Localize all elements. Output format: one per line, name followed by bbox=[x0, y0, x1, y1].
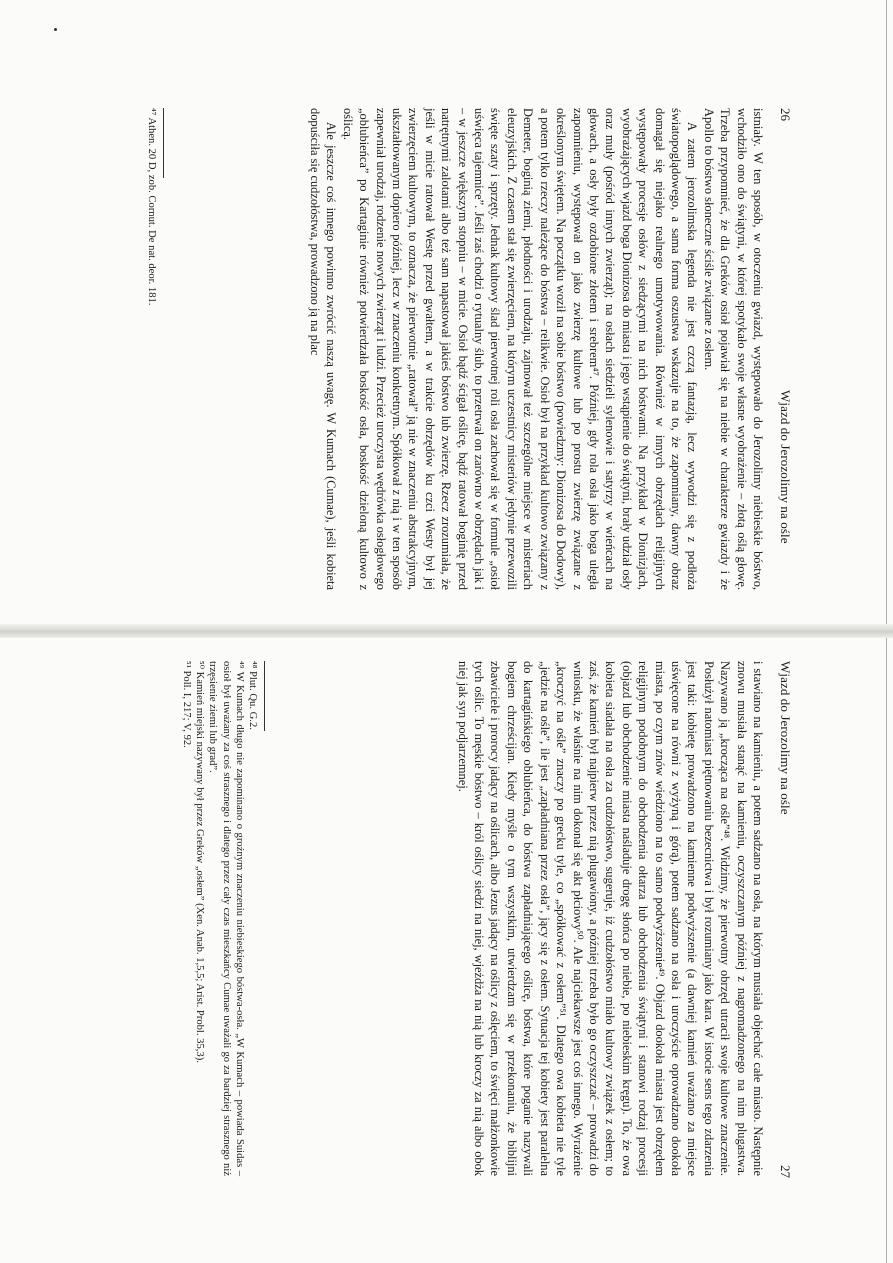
footnote: ⁴⁹ W Kumach długo nie zapominano o groźnym znaczeniu niebieskiego bóstwa-osła. „W Kumach – powiada Suidas – osioł był uważany za coś strasznego i dlatego przez cały czas mieszkańcy Cumae uważali go za bardziej strasznego niż trzęsienie ziemi lub grad”. bbox=[207, 661, 245, 1176]
footnotes bbox=[180, 661, 259, 1176]
page-27 bbox=[0, 635, 893, 1263]
footnote: ⁵¹ Poll. I, 217; V, 92. bbox=[180, 661, 192, 748]
page-26 bbox=[0, 0, 893, 630]
paragraph: istniały. W ten sposób, w otoczeniu gwiazd, występowało do Jerozolimy niebieskie bóstwo, wchodziło ono do świątyni, w której spotykało swoje własne wyobrażenie – złotą oślą głowę. Trzeba przypomnieć, że dla Greków osioł pojawiał się na niebie w charakterze gwiazdy i że Apollo to bóstwo słoneczne ściśle związane z osłem. bbox=[701, 108, 765, 590]
body-text bbox=[307, 108, 766, 590]
footnote: ⁴⁸ Plut. Qu. G.2. bbox=[247, 661, 258, 730]
paragraph: A zatem jerozolimska legenda nie jest czczą fantazją, lecz wywodzi się z podłoża światopoglądowego, a sama forma oszustwa wskazuje na to, że zapomniany, dawny obraz domagał się niejako realnego umotywowania. Również w innych obrzędach religijnych występowały procesje osłów z siedzącymi na nich bóstwami. Na przykład w Dionizjach, wyobrażających wjazd boga Dionizosa do miasta i jego wstąpienie do świątyni, brały udział osły oraz muły (pośród innych zwierząt); na osłach siedzieli sylenowie i satyrzy w wieńcach na głowach, a osły były ozdobione złotem i srebrem⁴⁷. Później, gdy rola osła jako boga uległa zapomnieniu, występował on jako zwierzę kultowe lub po prostu zwierzę związane z określonym świętem. Na początku woził na sobie bóstwo (powiedzmy: Dionizosa do Dodowy), a potem tylko rzeczy należące do bóstwa – relikwie. Osioł był na przykład kultowo związany z Demeter, boginią ziemi, płodności i urodzaju, zajmował też szczególne miejsce w misteriach eleuzyjskich. Z czasem stał się zwierzęciem, na którym uczestnicy misteriów jedynie przewozili święte szaty i sprzęty. Jednak kultowy ślad pierwotnej roli osła zachował się w formule „osioł uświęca tajemnice”. Jeśli zaś chodzi o rytualny ślub, to przetrwał on zarówno w obrzędach jak i – w jeszcze większym stopniu – w micie. Osioł bądź ścigał oślicę, bądź ratował boginię przed natrętnymi zalotami albo też sam napastował jakieś bóstwo lub zwierzę. Rzecz zrozumiała, że jeśli w micie ratował Westę przed gwałtem, a w trakcie obrzędów ku czci Westy był jej zwierzęciem kultowym, to oznacza, że pierwotnie „ratował” ją nie w znaczeniu abstrakcyjnym, ukształtowanym dopiero później, lecz w znaczeniu konkretnym. Spółkował z nią i w ten sposób zapewniał urodzaj, rodzenie nowych zwierząt i ludzi. Przecież uroczysta wędrówka osłogłowego „oblubieńca” po Kartaginie również potwierdzała boskość osła, boskość dzieloną kultowo z oślicą. bbox=[340, 108, 700, 590]
footnote: ⁴⁷ Athen. 20 D, zob. Cornut. De nat. deor. 181. bbox=[146, 108, 157, 306]
footnote: ⁵⁰ Kamień miejski nazywany był przez Greków „osłem” (Xen. Anab. 1,5,5; Arist. Probl. 35,3). bbox=[194, 661, 206, 1063]
body-text bbox=[454, 661, 766, 1176]
running-head: Wjazd do Jerozolimy na ośle bbox=[778, 661, 793, 815]
paragraph: i stawiano na kamieniu, a potem sadzano na osła, na którym musiała objechać całe miasto. Następnie znowu musiała stanąć na kamieniu, oczyszczanym później z nagromadzonego na nim plugastwa. Nazywano ją „krocząca na ośle”⁴⁸. Widzimy, że pierwotny obrzęd utracił swoje kultowe znaczenie. Posłużył natomiast piętnowaniu bezecnictwa i był rozumiany jako kara. W istocie sens tego zdarzenia jest taki: kobietę prowadzono na kamienne podwyższenie (a dawniej kamień uważano za miejsce uświęcone na równi z wyżyną i górą), potem sadzano na osła i uroczyście oprowadzano dookoła miasta, po czym znów wiedziono na to samo podwyższenie⁴⁹. Objazd dookoła miasta jest obrzędem religijnym podobnym do obchodzenia ołtarza lub obchodzenia świątyni i stanowi rodzaj procesji (objazd lub obchodzenie miasta naśladuje drogę słońca po niebie, po niebieskim kręgu). To, że owa kobieta siadała na osła za cudzołóstwo, sugeruje, iż cudzołóstwo miało kultowy związek z osłem; to zaś, że kamień był najpierw przez nią plugawiony, a później trzeba było go oczyszczać – prowadzi do wniosku, że właśnie na nim dokonał się akt płciowy⁵⁰. Ale najciekawsze jest coś innego. Wyrażenie „kroczyć na ośle” znaczy po grecku tyle, co „spółkować z osłem”⁵¹. Dlatego owa kobieta nie tyle „jedzie na ośle”, ile jest „zapładniana przez osła”, jący się z osłem. Sytuacja tej kobiety jest paralelna do kartagińskiego oblubieńca, do bóstwa zapładniającego oślicę, bóstwa, które poganie nazywali bogiem chrześcijan. Kiedy myśle o tym wszystkim, utwierdzam się w przekonaniu, że biblijni zbawiciele i prorocy jadący na oślicach, albo Jezus jadący na oślicy z oślęciem, to święci małżonkowie tych oślic. To męskie bóstwo – król oślicy siedzi na niej, wjeżdża na nią lub kroczy za nią albo obok niej jak syn podjarzemnej. bbox=[455, 661, 765, 1176]
running-head: Wjazd do Jerozolimy na ośle bbox=[778, 390, 793, 544]
page-number: 26 bbox=[778, 108, 793, 121]
page-number: 27 bbox=[778, 1165, 793, 1178]
paragraph: Ale jeszcze coś innego powinno zwrócić naszą uwagę. W Kumach (Cumae), jeśli kobieta dopuściła się cudzołóstwa, prowadzono ją na plac bbox=[308, 108, 339, 590]
footnote-rule bbox=[264, 661, 265, 731]
footnotes bbox=[145, 108, 158, 590]
footnote-rule bbox=[163, 108, 164, 178]
